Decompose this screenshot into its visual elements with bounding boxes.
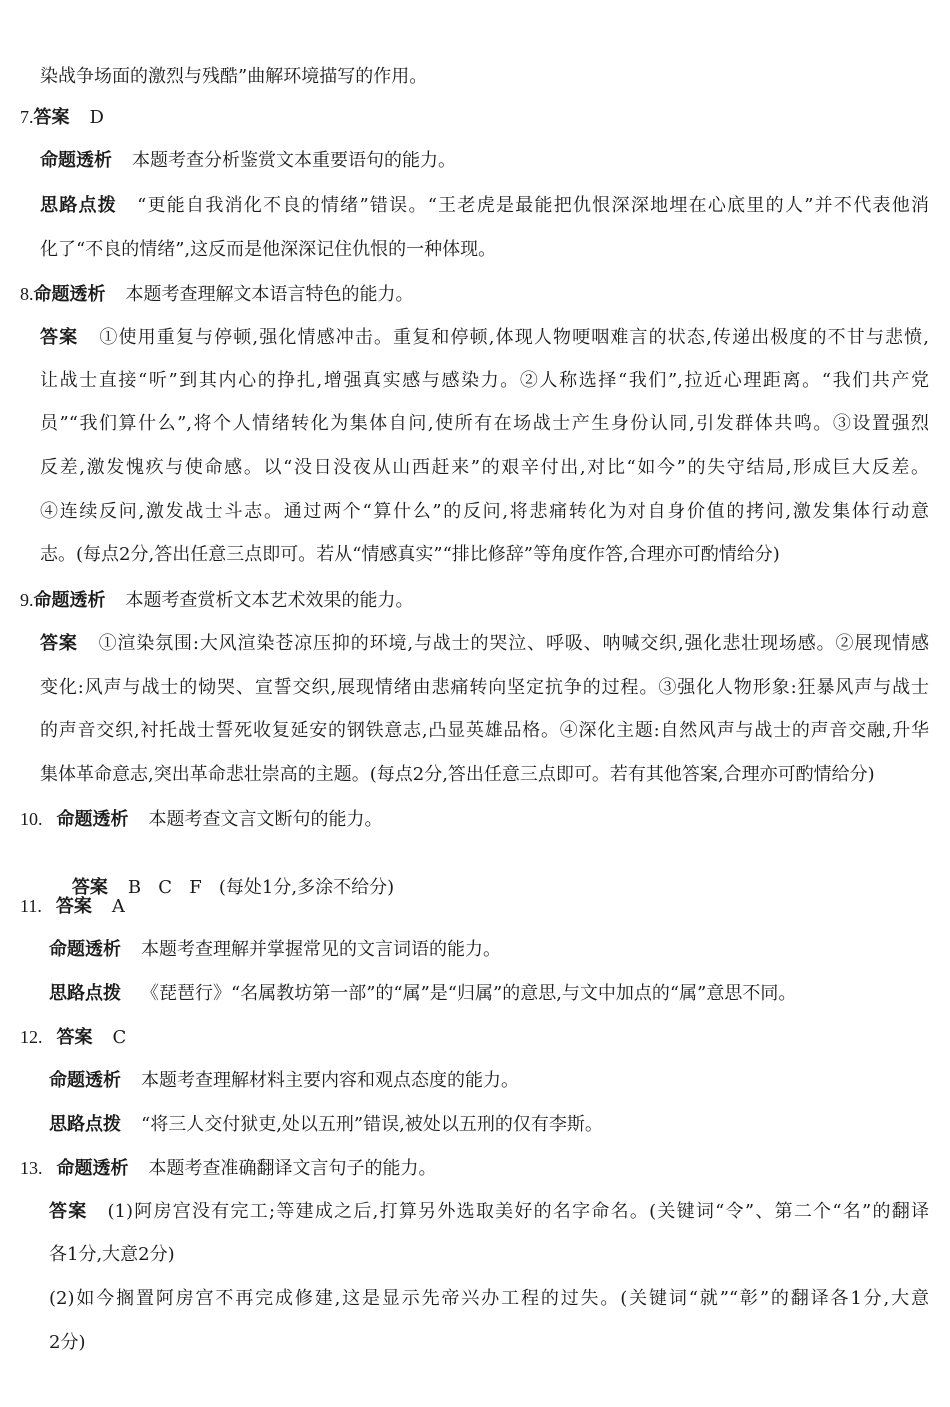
hint-label: 思路点拨 xyxy=(49,1114,121,1135)
clipped-bottom-line xyxy=(0,1330,950,1353)
question-number: 7. xyxy=(20,107,34,127)
answer-label: 答案 xyxy=(40,327,79,348)
intent-label: 命题透析 xyxy=(33,284,106,305)
intent-text: 本题考查理解文本语言特色的能力。 xyxy=(125,284,414,305)
answer-label: 答案 xyxy=(56,1027,93,1048)
hint-text: “将三人交付狱吏,处以五刑”错误,被处以五刑的仅有李斯。 xyxy=(141,1114,603,1135)
answer-label: 答案 xyxy=(33,107,70,128)
paragraph-line: 反差,激发愧疚与使命感。以“没日没夜从山西赶来”的艰辛付出,对比“如今”的失守结局,形成巨大反差。 xyxy=(40,457,929,478)
paragraph-line: 集体革命意志,突出革命悲壮崇高的主题。(每点2分,答出任意三点即可。若有其他答案,合理亦可酌情给分) xyxy=(40,764,875,785)
q11-hint xyxy=(49,981,796,1007)
paragraph-line: 各1分,大意2分) xyxy=(49,1244,175,1265)
q13-answer xyxy=(49,1199,929,1225)
paragraph-line: 染战争场面的激烈与残酷”曲解环境描写的作用。 xyxy=(40,66,428,87)
paragraph-line: 让战士直接“听”到其内心的挣扎,增强真实感与感染力。②人称选择“我们”,拉近心理距离。“我们共产党 xyxy=(40,370,929,391)
answer-value: A xyxy=(111,896,125,917)
q11-heading xyxy=(20,893,125,920)
q12-heading xyxy=(20,1024,126,1051)
answer-label: 答案 xyxy=(40,633,78,654)
hint-label: 思路点拨 xyxy=(49,983,121,1004)
intent-label: 命题透析 xyxy=(56,1158,129,1179)
question-number: 10. xyxy=(20,809,43,829)
paragraph-line: 志。(每点2分,答出任意三点即可。若从“情感真实”“排比修辞”等角度作答,合理亦可酌情给分) xyxy=(40,544,780,565)
q10-heading xyxy=(20,806,383,833)
q7-intent xyxy=(40,148,456,174)
paragraph-line: 变化:风声与战士的恸哭、宣誓交织,展现情绪由悲痛转向坚定抗争的过程。③强化人物形象:狂暴风声与战士 xyxy=(40,677,929,698)
intent-label: 命题透析 xyxy=(33,590,106,611)
question-number: 13. xyxy=(20,1158,43,1178)
q12-hint xyxy=(49,1112,603,1138)
hint-text: “更能自我消化不良的情绪”错误。“王老虎是最能把仇恨深深地埋在心底里的人”并不代表他消 xyxy=(137,195,929,216)
intent-label: 命题透析 xyxy=(40,150,112,171)
q7-heading xyxy=(20,104,104,131)
q9-heading xyxy=(20,587,414,614)
question-number: 12. xyxy=(20,1027,43,1047)
answer-text: B C F (每处1分,多涂不给分) xyxy=(127,877,395,898)
question-number: 8. xyxy=(20,284,34,304)
answer-value: D xyxy=(89,107,104,128)
answer-value: C xyxy=(112,1027,127,1048)
intent-label: 命题透析 xyxy=(49,939,121,960)
intent-text: 本题考查理解并掌握常见的文言词语的能力。 xyxy=(141,939,501,960)
answer-text: ①使用重复与停顿,强化情感冲击。重复和停顿,体现人物哽咽难言的状态,传递出极度的不甘与悲愤, xyxy=(98,327,930,348)
paragraph-line: 2分) xyxy=(49,1332,86,1353)
q11-intent xyxy=(49,937,501,963)
q8-answer xyxy=(40,325,929,351)
q9-answer xyxy=(40,631,929,657)
clipped-top-line xyxy=(0,58,950,87)
paragraph-line: 的声音交织,衬托战士誓死收复延安的钢铁意志,凸显英雄品格。④深化主题:自然风声与战士的声音交融,升华 xyxy=(40,720,929,741)
intent-label: 命题透析 xyxy=(49,1070,121,1091)
intent-text: 本题考查理解材料主要内容和观点态度的能力。 xyxy=(141,1070,519,1091)
hint-label: 思路点拨 xyxy=(40,195,118,216)
intent-text: 本题考查赏析文本艺术效果的能力。 xyxy=(125,590,414,611)
q7-hint xyxy=(40,193,929,219)
hint-text: 《琵琶行》“名属教坊第一部”的“属”是“归属”的意思,与文中加点的“属”意思不同。 xyxy=(141,983,797,1004)
intent-text: 本题考查准确翻译文言句子的能力。 xyxy=(148,1158,437,1179)
q13-heading xyxy=(20,1155,437,1182)
question-number: 11. xyxy=(20,896,42,916)
answer-text: ①渲染氛围:大风渲染苍凉压抑的环境,与战士的哭泣、呼吸、呐喊交织,强化悲壮现场感。②展现情感 xyxy=(97,633,929,654)
paragraph-line: 化了“不良的情绪”,这反而是他深深记住仇恨的一种体现。 xyxy=(40,239,497,260)
paragraph-line: 员”“我们算什么”,将个人情绪转化为集体自问,使所有在场战士产生身份认同,引发群体共鸣。③设置强烈 xyxy=(40,413,929,434)
answer-label: 答案 xyxy=(55,896,92,917)
answer-label: 答案 xyxy=(49,1201,88,1222)
intent-text: 本题考查分析鉴赏文本重要语句的能力。 xyxy=(132,150,456,171)
question-number: 9. xyxy=(20,590,34,610)
paragraph-line: ④连续反问,激发战士斗志。通过两个“算什么”的反问,将悲痛转化为对自身价值的拷问,激发集体行动意 xyxy=(40,501,929,522)
q8-heading xyxy=(20,281,414,308)
q12-intent xyxy=(49,1068,519,1094)
intent-label: 命题透析 xyxy=(56,809,129,830)
intent-text: 本题考查文言文断句的能力。 xyxy=(148,809,383,830)
answer-text: (1)阿房宫没有完工;等建成之后,打算另外选取美好的名字命名。(关键词“令”、第二个“名”的翻译 xyxy=(107,1201,929,1222)
answer-label: 答案 xyxy=(71,877,108,898)
paragraph-line: (2)如今搁置阿房宫不再完成修建,这是显示先帝兴办工程的过失。(关键词“就”“彰”的翻译各1分,大意 xyxy=(49,1288,929,1309)
